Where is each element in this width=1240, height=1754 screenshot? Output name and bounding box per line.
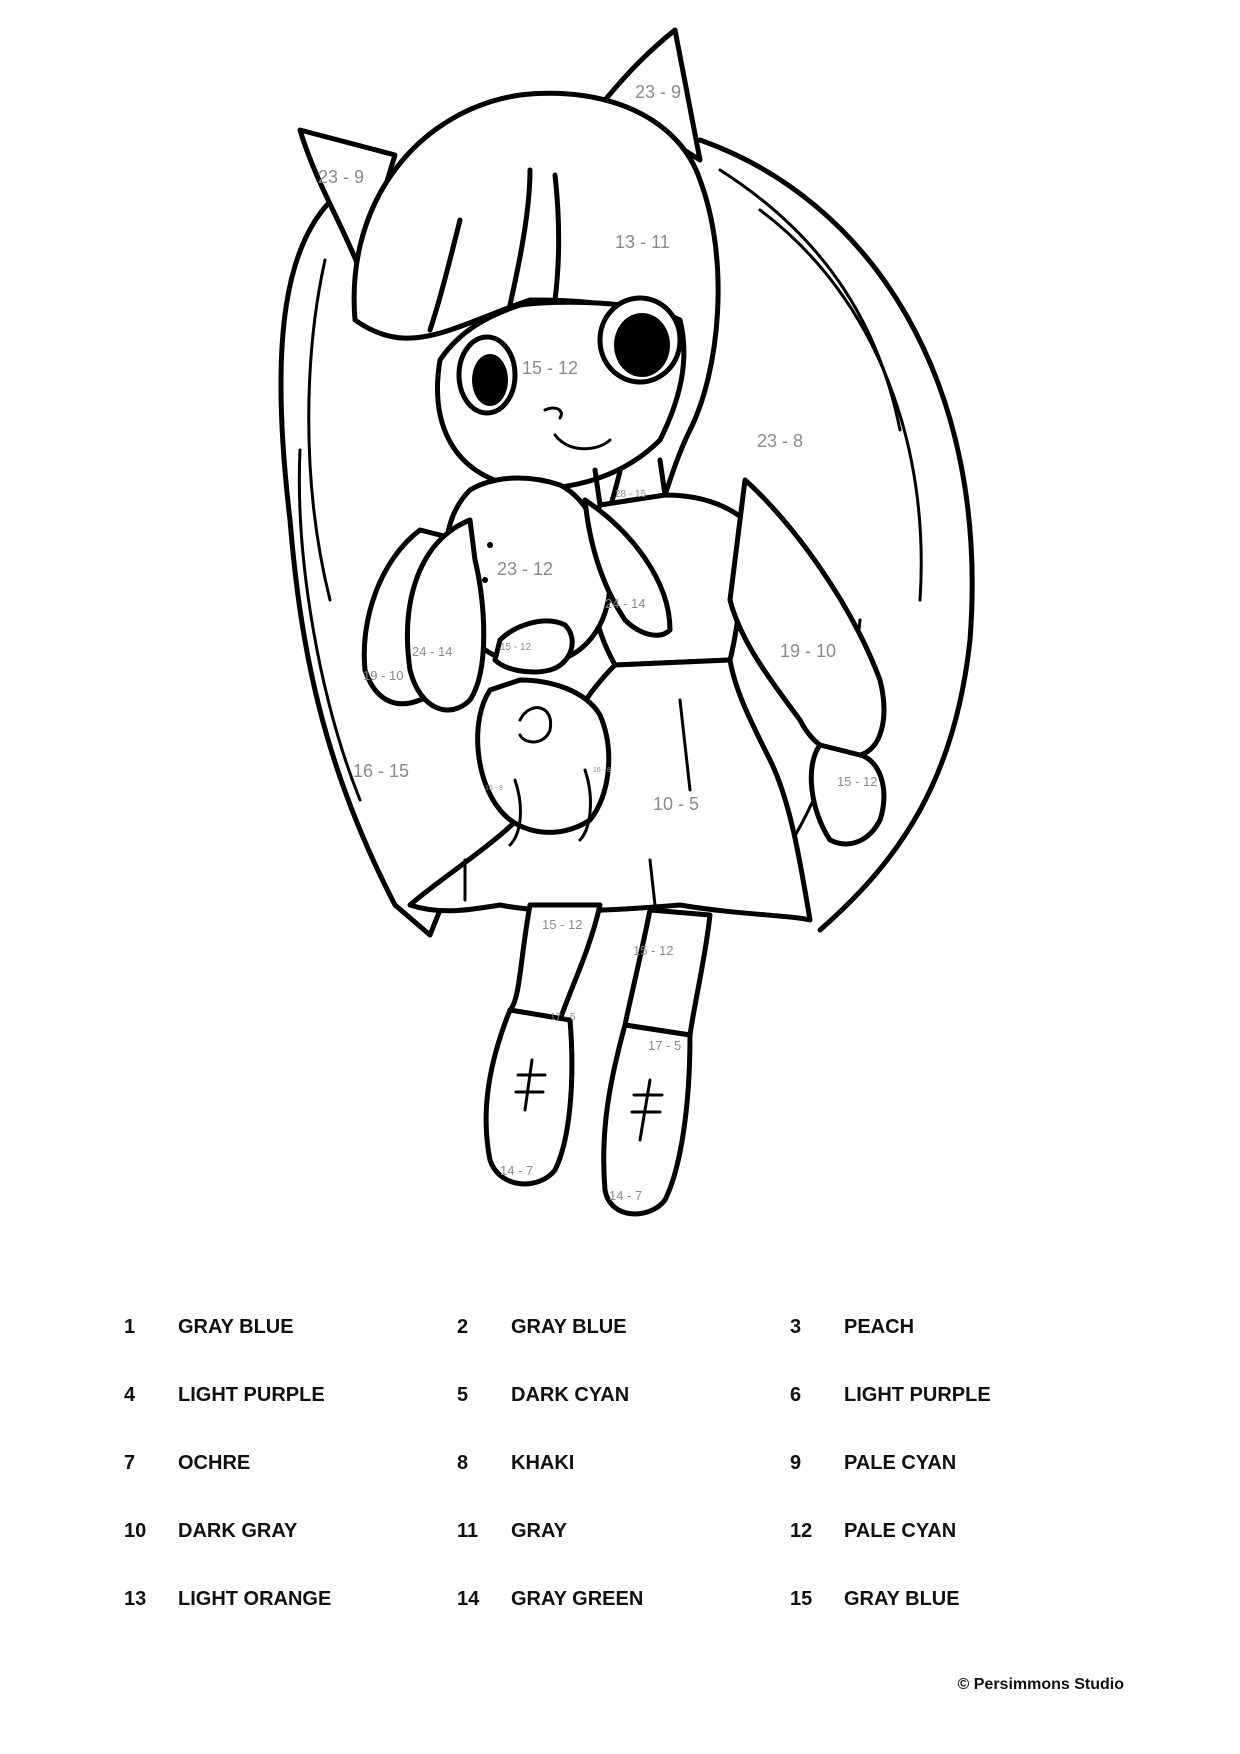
legend-number: 4	[124, 1384, 136, 1406]
legend-color-name: DARK GRAY	[178, 1520, 298, 1542]
legend-entry	[457, 1384, 790, 1407]
legend-entry	[457, 1452, 790, 1475]
legend-entry	[124, 1384, 457, 1407]
region-label: 23 - 12	[497, 559, 554, 579]
region-label: 16 - 8	[593, 767, 611, 774]
region-label: 10 - 5	[653, 794, 700, 814]
region-label: 16 - 15	[353, 761, 410, 781]
legend-entry	[124, 1520, 457, 1543]
legend-entry	[457, 1316, 790, 1339]
legend-entry	[790, 1588, 1123, 1611]
left-eye-pupil	[472, 354, 508, 406]
legend-color-name: GRAY BLUE	[844, 1588, 960, 1610]
legend-row	[124, 1588, 1124, 1656]
region-label: 23 - 9	[318, 167, 365, 187]
legend-entry	[790, 1384, 1123, 1407]
region-label: 19 - 10	[780, 641, 837, 661]
bunny-eye	[482, 577, 488, 583]
color-legend	[124, 1316, 1124, 1656]
legend-number: 7	[124, 1452, 136, 1474]
legend-number: 2	[457, 1316, 469, 1338]
legend-color-name: LIGHT ORANGE	[178, 1588, 332, 1610]
hair-strand-line	[720, 170, 900, 430]
legend-number: 8	[457, 1452, 469, 1474]
right-sock	[604, 1025, 690, 1214]
bunny-eye	[487, 542, 493, 548]
region-label: 15 - 12	[500, 642, 532, 653]
region-label: 13 - 11	[615, 232, 670, 252]
region-label: 17 - 5	[550, 1012, 576, 1023]
legend-color-name: PEACH	[844, 1316, 915, 1338]
legend-color-name: GRAY	[511, 1520, 567, 1542]
copyright-notice: © Persimmons Studio	[957, 1676, 1124, 1693]
legend-number: 14	[457, 1588, 480, 1610]
right-sleeve	[730, 480, 884, 756]
left-sock	[486, 1010, 572, 1184]
right-eye-pupil	[614, 313, 670, 377]
legend-color-name: GRAY BLUE	[511, 1316, 627, 1338]
legend-number: 12	[790, 1520, 813, 1542]
region-label: 15 - 12	[633, 943, 674, 958]
legend-row	[124, 1520, 1124, 1588]
region-label: 17 - 5	[648, 1038, 682, 1053]
region-label: 23 - 8	[757, 431, 804, 451]
legend-entry	[124, 1588, 457, 1611]
region-label: 14 - 7	[609, 1188, 643, 1203]
legend-entry	[457, 1588, 790, 1611]
legend-number: 13	[124, 1588, 147, 1610]
hair-strand-line	[309, 260, 330, 600]
region-label: 23 - 9	[635, 82, 682, 102]
legend-color-name: PALE CYAN	[844, 1520, 957, 1542]
legend-number: 15	[790, 1588, 813, 1610]
legend-number: 5	[457, 1384, 469, 1406]
legend-number: 11	[457, 1520, 479, 1542]
legend-number: 10	[124, 1520, 147, 1542]
legend-color-name: OCHRE	[178, 1452, 251, 1474]
region-label: 19 - 10	[363, 668, 404, 683]
region-label: 14 - 7	[500, 1163, 534, 1178]
legend-color-name: LIGHT PURPLE	[178, 1384, 325, 1406]
legend-number: 9	[790, 1452, 802, 1474]
region-label: 16 - 8	[485, 785, 503, 792]
legend-row	[124, 1384, 1124, 1452]
right-leg	[625, 910, 710, 1035]
region-label: 28 - 15	[615, 489, 647, 500]
region-label: 15 - 12	[522, 358, 579, 378]
right-hand	[811, 745, 884, 844]
legend-entry	[457, 1520, 790, 1543]
legend-entry	[124, 1316, 457, 1339]
legend-color-name: KHAKI	[511, 1452, 575, 1474]
legend-color-name: GRAY BLUE	[178, 1316, 294, 1338]
legend-color-name: GRAY GREEN	[511, 1588, 644, 1610]
legend-row	[124, 1452, 1124, 1520]
legend-number: 3	[790, 1316, 802, 1338]
region-label: 15 - 12	[542, 917, 583, 932]
legend-color-name: DARK CYAN	[511, 1384, 630, 1406]
region-label: 24 - 14	[412, 644, 453, 659]
legend-entry	[124, 1452, 457, 1475]
legend-number: 6	[790, 1384, 802, 1406]
legend-entry	[790, 1520, 1123, 1543]
legend-number: 1	[124, 1316, 136, 1338]
legend-entry	[790, 1452, 1123, 1475]
legend-row	[124, 1316, 1124, 1384]
region-label: 24 - 14	[605, 596, 646, 611]
legend-color-name: LIGHT PURPLE	[844, 1384, 991, 1406]
region-label: 15 - 12	[837, 774, 878, 789]
legend-color-name: PALE CYAN	[844, 1452, 957, 1474]
legend-entry	[790, 1316, 1123, 1339]
